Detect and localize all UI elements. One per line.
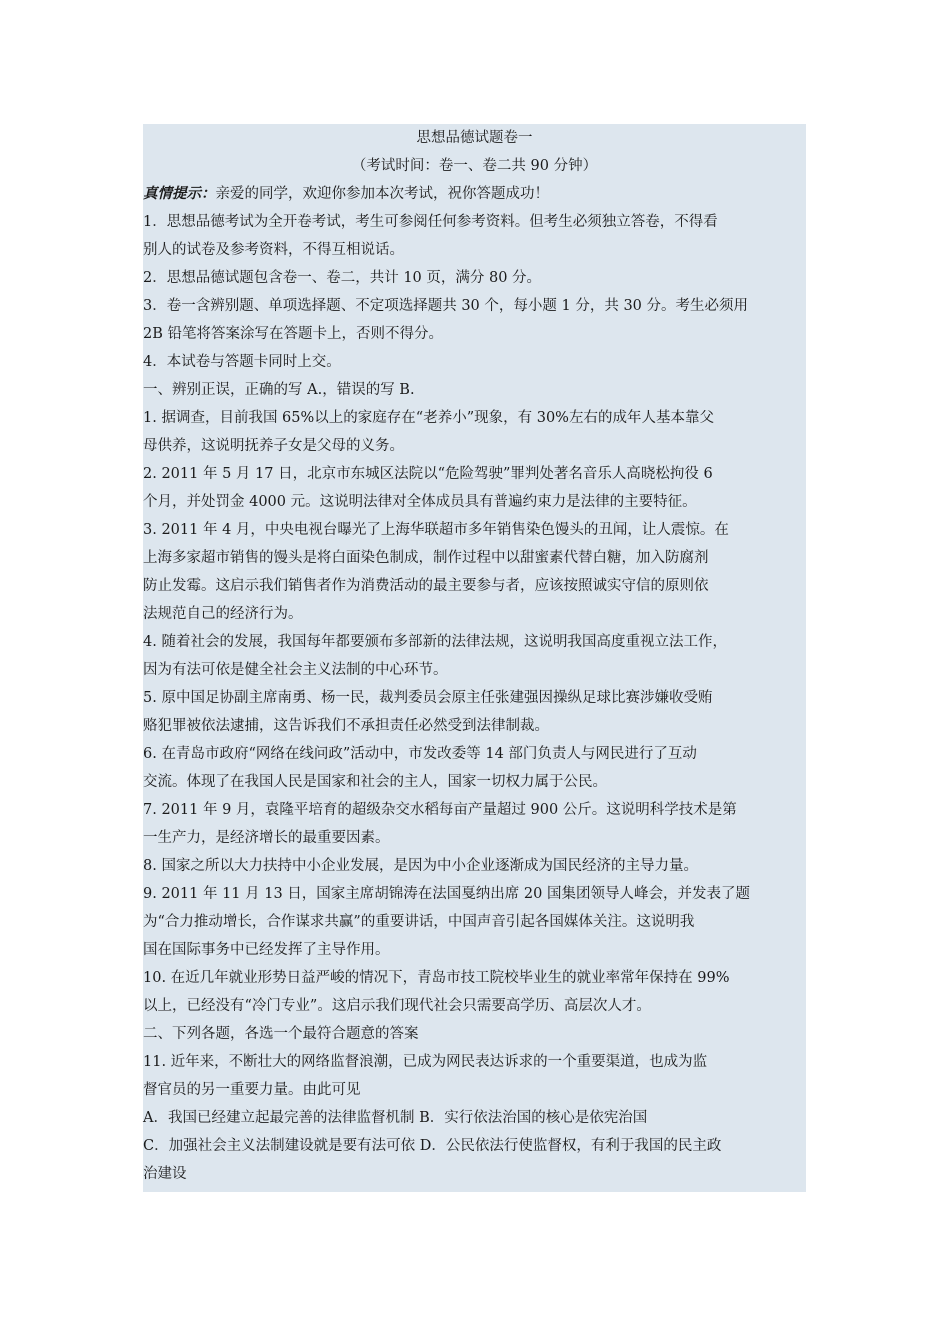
judgment-item-line: 防止发霉。这启示我们销售者作为消费活动的最主要参与者，应该按照诚实守信的原则依 xyxy=(143,578,709,594)
exam-subtitle: （考试时间：卷一、卷二共 90 分钟） xyxy=(351,158,598,174)
exam-rule xyxy=(143,292,806,348)
judgment-item xyxy=(143,880,806,964)
judgment-item xyxy=(143,404,806,460)
exam-rule-line: 2B 铅笔将答案涂写在答题卡上，否则不得分。 xyxy=(143,326,443,342)
exam-rule-line: 别人的试卷及参考资料，不得互相说话。 xyxy=(143,242,404,258)
judgment-item xyxy=(143,740,806,796)
judgment-item-line: 母供养，这说明抚养子女是父母的义务。 xyxy=(143,438,404,454)
exam-rule-line: 3．卷一含辨别题、单项选择题、不定项选择题共 30 个，每小题 1 分，共 30 分。考生必须用 xyxy=(143,298,749,314)
judgment-item xyxy=(143,460,806,516)
exam-rule xyxy=(143,264,806,292)
judgment-item-line: 4. 随着社会的发展，我国每年都要颁布多部新的法律法规，这说明我国高度重视立法工作， xyxy=(143,634,727,650)
exam-document xyxy=(143,124,806,1192)
exam-rule xyxy=(143,208,806,264)
judgment-item-line: 因为有法可依是健全社会主义法制的中心环节。 xyxy=(143,662,448,678)
judgment-item xyxy=(143,516,806,628)
judgment-item-line: 8. 国家之所以大力扶持中小企业发展，是因为中小企业逐渐成为国民经济的主导力量。 xyxy=(143,858,698,874)
judgment-item xyxy=(143,684,806,740)
judgment-item-line: 以上，已经没有“冷门专业”。这启示我们现代社会只需要高学历、高层次人才。 xyxy=(143,998,651,1014)
exam-rule xyxy=(143,348,806,376)
q11-options-ab: A．我国已经建立起最完善的法律监督机制 B．实行依法治国的核心是依宪治国 xyxy=(143,1110,648,1126)
rules-list xyxy=(143,208,806,376)
q11-stem-line: 督官员的另一重要力量。由此可见 xyxy=(143,1082,361,1098)
exam-rule-line: 1．思想品德考试为全开卷考试，考生可参阅任何参考资料。但考生必须独立答卷，不得看 xyxy=(143,214,718,230)
judgment-item-line: 7. 2011 年 9 月，袁隆平培育的超级杂交水稻每亩产量超过 900 公斤。这说明科学技术是第 xyxy=(143,802,737,818)
judgment-item-line: 1. 据调查，目前我国 65%以上的家庭存在“老养小”现象，有 30%左右的成年人基本靠父 xyxy=(143,410,714,426)
hint-line xyxy=(143,180,806,208)
judgment-item-line: 3. 2011 年 4 月，中央电视台曝光了上海华联超市多年销售染色馒头的丑闻，让人震惊。在 xyxy=(143,522,729,538)
judgment-item-line: 赂犯罪被依法逮捕，这告诉我们不承担责任必然受到法律制裁。 xyxy=(143,718,549,734)
judgment-item-line: 5. 原中国足协副主席南勇、杨一民，裁判委员会原主任张建强因操纵足球比赛涉嫌收受贿 xyxy=(143,690,713,706)
judgment-item xyxy=(143,964,806,1020)
judgment-item-line: 国在国际事务中已经发挥了主导作用。 xyxy=(143,942,390,958)
hint-text: 亲爱的同学，欢迎你参加本次考试，祝你答题成功！ xyxy=(215,186,549,202)
judgment-item-line: 个月，并处罚金 4000 元。这说明法律对全体成员具有普遍约束力是法律的主要特征。 xyxy=(143,494,697,510)
judgment-item xyxy=(143,852,806,880)
hint-label: 真情提示： xyxy=(143,185,216,202)
judgment-item-line: 交流。体现了在我国人民是国家和社会的主人，国家一切权力属于公民。 xyxy=(143,774,607,790)
judgment-item-line: 法规范自己的经济行为。 xyxy=(143,606,303,622)
q11-options-cd: C．加强社会主义法制建设就是要有法可依 D．公民依法行使监督权，有利于我国的民主政 xyxy=(143,1138,722,1154)
section1-items xyxy=(143,404,806,1020)
judgment-item-line: 9. 2011 年 11 月 13 日，国家主席胡锦涛在法国戛纳出席 20 国集团领导人峰会，并发表了题 xyxy=(143,886,750,902)
judgment-item-line: 为“合力推动增长，合作谋求共赢”的重要讲话，中国声音引起各国媒体关注。这说明我 xyxy=(143,914,695,930)
exam-rule-line: 4．本试卷与答题卡同时上交。 xyxy=(143,354,341,370)
judgment-item-line: 6. 在青岛市政府“网络在线问政”活动中，市发改委等 14 部门负责人与网民进行了互动 xyxy=(143,746,697,762)
section1-heading: 一、辨别正误，正确的写 A.，错误的写 B. xyxy=(143,382,415,398)
exam-rule-line: 2．思想品德试题包含卷一、卷二，共计 10 页，满分 80 分。 xyxy=(143,270,542,286)
q11-options-cd-cont: 治建设 xyxy=(143,1166,187,1182)
question-11 xyxy=(143,1048,806,1188)
judgment-item-line: 10. 在近几年就业形势日益严峻的情况下，青岛市技工院校毕业生的就业率常年保持在 99% xyxy=(143,970,730,986)
exam-title: 思想品德试题卷一 xyxy=(416,130,533,146)
judgment-item-line: 一生产力，是经济增长的最重要因素。 xyxy=(143,830,390,846)
judgment-item-line: 2. 2011 年 5 月 17 日，北京市东城区法院以“危险驾驶”罪判处著名音乐人高晓松拘役 6 xyxy=(143,466,713,482)
judgment-item-line: 上海多家超市销售的馒头是将白面染色制成，制作过程中以甜蜜素代替白糖，加入防腐剂 xyxy=(143,550,709,566)
judgment-item xyxy=(143,796,806,852)
q11-stem-line: 11. 近年来，不断壮大的网络监督浪潮，已成为网民表达诉求的一个重要渠道，也成为监 xyxy=(143,1054,708,1070)
section2-heading: 二、下列各题，各选一个最符合题意的答案 xyxy=(143,1026,419,1042)
judgment-item xyxy=(143,628,806,684)
